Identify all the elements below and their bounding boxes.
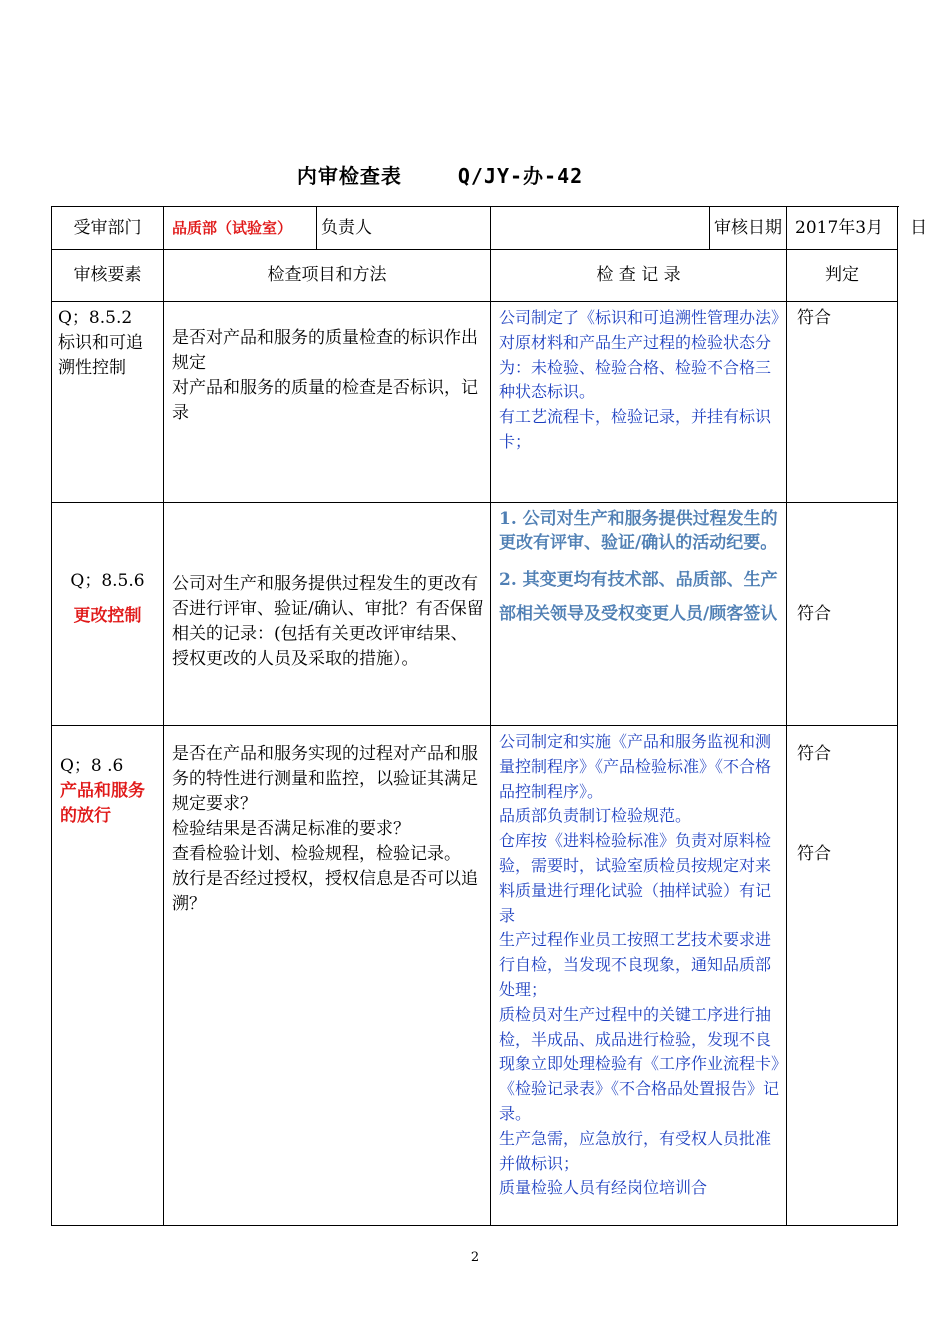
record-cell	[491, 302, 787, 503]
element-cell	[52, 726, 164, 1226]
date-label: 审核日期	[710, 207, 787, 250]
method-cell	[164, 302, 491, 503]
verdict-cell	[787, 302, 898, 503]
element-cell	[52, 503, 164, 726]
doc-code: Q/JY-办-42	[457, 164, 584, 188]
method-cell	[164, 503, 491, 726]
col-header-method: 检查项目和方法	[164, 250, 491, 302]
title-text: 内审检查表	[296, 164, 402, 188]
header-row	[52, 207, 898, 250]
record-line: 生产过程作业员工按照工艺技术要求进行自检，当发现不良现象，通知品质部处理；	[499, 930, 772, 999]
verdict-text: 符合	[797, 744, 832, 764]
record-line: 1. 公司对生产和服务提供过程发生的更改有评审、验证/确认的活动纪要。	[499, 509, 778, 553]
element-name: 产品和服务的放行	[60, 781, 145, 826]
verdict-cell	[787, 503, 898, 726]
record-cell	[491, 503, 787, 726]
page-title	[0, 160, 880, 189]
record-line: 2. 其变更均有技术部、品质部、生产部相关领导及受权变更人员/顾客签认	[499, 570, 778, 624]
date-value: 2017年3月 日	[787, 207, 898, 250]
page-number: 2	[470, 1250, 480, 1265]
col-header-element: 审核要素	[52, 250, 164, 302]
audit-table	[51, 206, 928, 1226]
col-header-record: 检 查 记 录	[491, 250, 787, 302]
col-header-verdict: 判定	[787, 250, 898, 302]
method-line: 公司对生产和服务提供过程发生的更改有否进行评审、验证/确认、审批？有否保留相关的记录：(包括有关更改评审结果、授权更改的人员及采取的措施）。	[172, 574, 484, 669]
record-line: 品质部负责制订检验规范。	[499, 806, 692, 826]
element-name: 更改控制	[73, 606, 142, 626]
verdict-text: 符合	[797, 844, 832, 864]
method-line: 检验结果是否满足标准的要求？	[172, 819, 410, 839]
verdict-cell	[787, 726, 898, 1226]
record-line: 对原材料和产品生产过程的检验状态分为：未检验、检验合格、检验不合格三种状态标识。	[499, 332, 772, 402]
element-code: Q；8 .6	[60, 756, 124, 776]
element-cell	[52, 302, 164, 503]
dept-label: 受审部门	[52, 207, 164, 250]
record-line: 生产急需，应急放行，有受权人员批准并做标识；	[499, 1128, 772, 1173]
record-line: 仓库按《进料检验标准》负责对原料检验，需要时，试验室质检员按规定对来料质量进行理化试验（抽样试验）有记录	[499, 831, 772, 925]
record-line: 有工艺流程卡，检验记录，并挂有标识卡；	[499, 407, 772, 451]
method-line: 是否在产品和服务实现的过程对产品和服务的特性进行测量和监控，以验证其满足规定要求？	[172, 744, 478, 814]
owner-label: 负责人	[317, 207, 491, 250]
dept-value: 品质部（试验室）	[164, 207, 317, 250]
element-name: 标识和可追溯性控制	[58, 333, 143, 378]
verdict-text: 符合	[797, 603, 832, 624]
element-code: Q；8.5.2	[58, 308, 133, 328]
record-line: 质量检验人员有经岗位培训合	[499, 1178, 708, 1198]
method-line: 对产品和服务的质量的检查是否标识，记录	[172, 378, 478, 423]
table-row	[52, 503, 898, 726]
method-line: 查看检验计划、检验规程，检验记录。	[172, 844, 461, 864]
table-row	[52, 726, 898, 1226]
record-line: 公司制定和实施《产品和服务监视和测量控制程序》《产品检验标准》《不合格品控制程序》。	[499, 732, 772, 801]
record-line: 公司制定了《标识和可追溯性管理办法》	[499, 308, 788, 327]
method-cell	[164, 726, 491, 1226]
table-row	[52, 302, 898, 503]
record-line: 质检员对生产过程中的关键工序进行抽检，半成品、成品进行检验，发现不良现象立即处理检验有《工序作业流程卡》《检验记录表》《不合格品处置报告》记录。	[499, 1004, 780, 1123]
method-line: 放行是否经过授权，授权信息是否可以追溯？	[172, 869, 478, 914]
method-line: 是否对产品和服务的质量检查的标识作出规定	[172, 328, 478, 373]
record-cell	[491, 726, 787, 1226]
element-code: Q；8.5.6	[70, 571, 145, 591]
column-header-row	[52, 250, 898, 302]
verdict-text: 符合	[797, 308, 832, 328]
owner-value	[491, 207, 710, 250]
